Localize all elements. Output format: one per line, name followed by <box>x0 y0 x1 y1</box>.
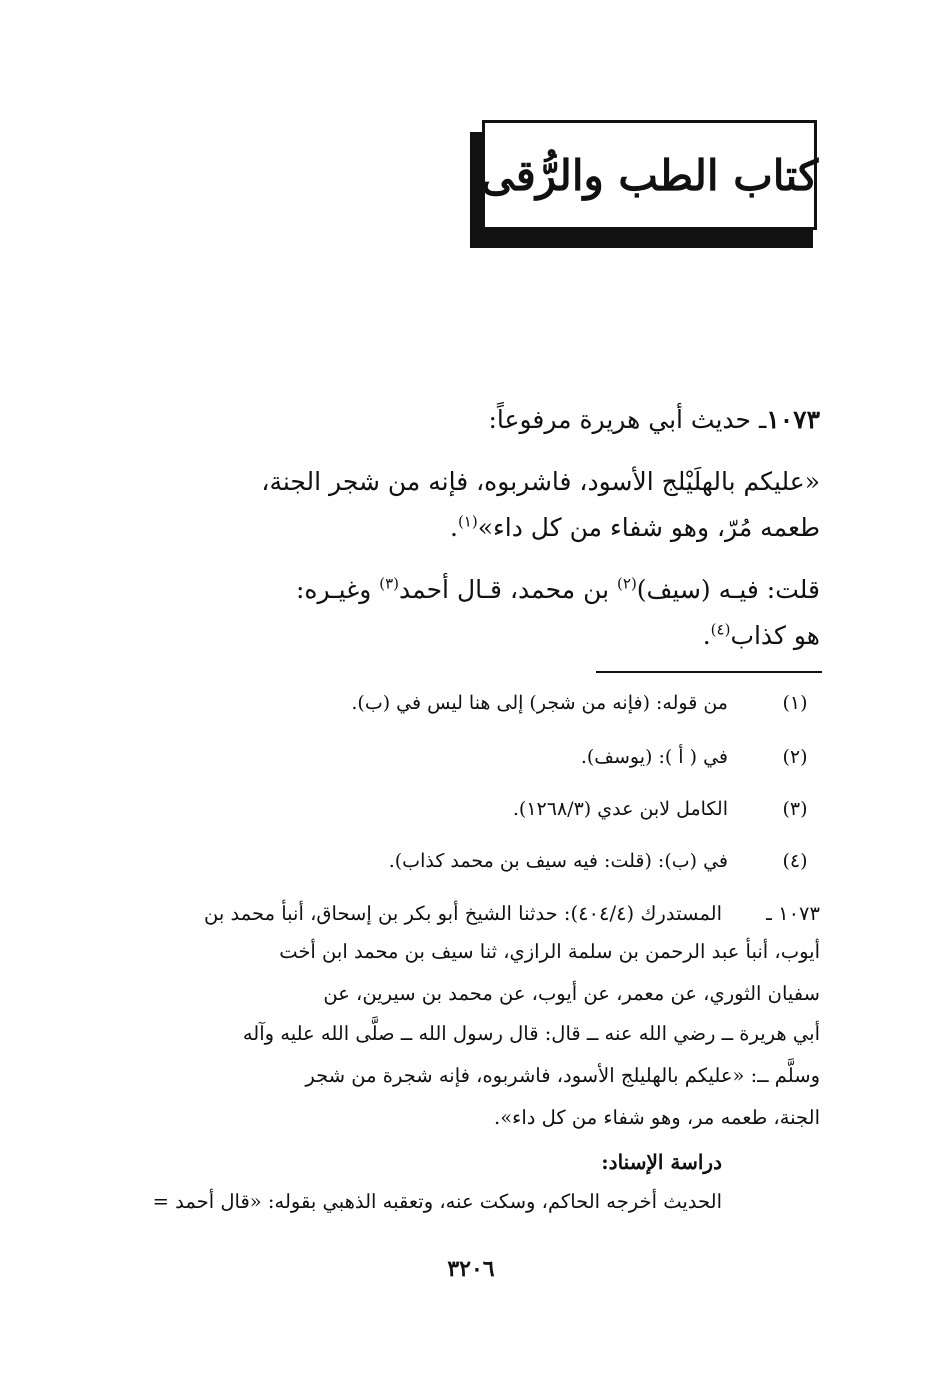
footnote-number: (٣) <box>782 798 808 820</box>
footnote-ref-1[interactable]: (١) <box>457 512 478 531</box>
takhrij-number: ١٠٧٣ ـ <box>766 902 820 925</box>
comment-line2-b: . <box>702 621 711 650</box>
chapter-title-box <box>482 120 817 230</box>
hadith-heading <box>489 396 821 444</box>
takhrij-text-1: المستدرك (٤٠٤/٤): حدثنا الشيخ أبو بكر بن إسحاق، أنبأ محمد بن <box>204 902 722 925</box>
takhrij-line-2: أيوب، أنبأ عبد الرحمن بن سلمة الرازي، ثنا سيف بن محمد ابن أخت <box>279 940 820 963</box>
hadith-number: ١٠٧٣ <box>766 405 820 434</box>
footnote-ref-4[interactable]: (٤) <box>710 620 731 639</box>
comment-a: قلت: فيـه (سيف) <box>636 575 820 604</box>
hadith-text-line-1: «عليكم بالهلَيْلج الأسود، فاشربوه، فإنه من شجر الجنة، <box>261 467 820 496</box>
footnote-number: (٢) <box>782 746 808 768</box>
footnote-ref-3[interactable]: (٣) <box>379 574 400 593</box>
footnote-text: في (ب): (قلت: فيه سيف بن محمد كذاب). <box>388 850 728 872</box>
isnad-study-text: الحديث أخرجه الحاكم، وسكت عنه، وتعقبه الذهبي بقوله: «قال أحمد = <box>152 1190 722 1213</box>
footnote-text: من قوله: (فإنه من شجر) إلى هنا ليس في (ب). <box>351 692 728 714</box>
page-number: ٣٢٠٦ <box>447 1256 495 1282</box>
comment-c: وغيـره: <box>295 575 380 604</box>
footnote-separator <box>596 671 822 673</box>
comment-line-1 <box>296 566 820 614</box>
chapter-title: كتاب الطب والرُّقى <box>480 150 819 200</box>
takhrij-line-6: الجنة، طعمه مر، وهو شفاء من كل داء». <box>494 1106 820 1129</box>
hadith-text-2b: . <box>449 513 458 542</box>
hadith-dash: ـ <box>758 405 767 434</box>
comment-line-2 <box>703 612 820 660</box>
footnote-ref-2[interactable]: (٢) <box>617 574 637 593</box>
takhrij-line-4: أبي هريرة ــ رضي الله عنه ــ قال: قال رسول الله ــ صلَّى الله عليه وآله <box>242 1022 820 1045</box>
isnad-study-heading: دراسة الإسناد: <box>601 1150 722 1174</box>
takhrij-line-5: وسلَّم ــ: «عليكم بالهليلج الأسود، فاشربوه، فإنه شجرة من شجر <box>305 1064 820 1087</box>
hadith-text-2a: طعمه مُرّ، وهو شفاء من كل داء» <box>477 513 820 542</box>
hadith-text-line-2 <box>450 504 820 552</box>
hadith-heading-text: حديث أبي هريرة مرفوعاً: <box>488 405 751 434</box>
footnote-number: (١) <box>782 692 808 714</box>
footnote-text: الكامل لابن عدي (١٢٦٨/٣). <box>512 798 728 820</box>
takhrij-line-3: سفيان الثوري، عن معمر، عن أيوب، عن محمد بن سيرين، عن <box>323 982 820 1005</box>
comment-line2-a: هو كذاب <box>730 621 820 650</box>
footnote-number: (٤) <box>782 850 808 872</box>
comment-b: بن محمد، قـال أحمد <box>399 575 618 604</box>
footnote-text: في ( أ ): (يوسف). <box>580 746 728 768</box>
